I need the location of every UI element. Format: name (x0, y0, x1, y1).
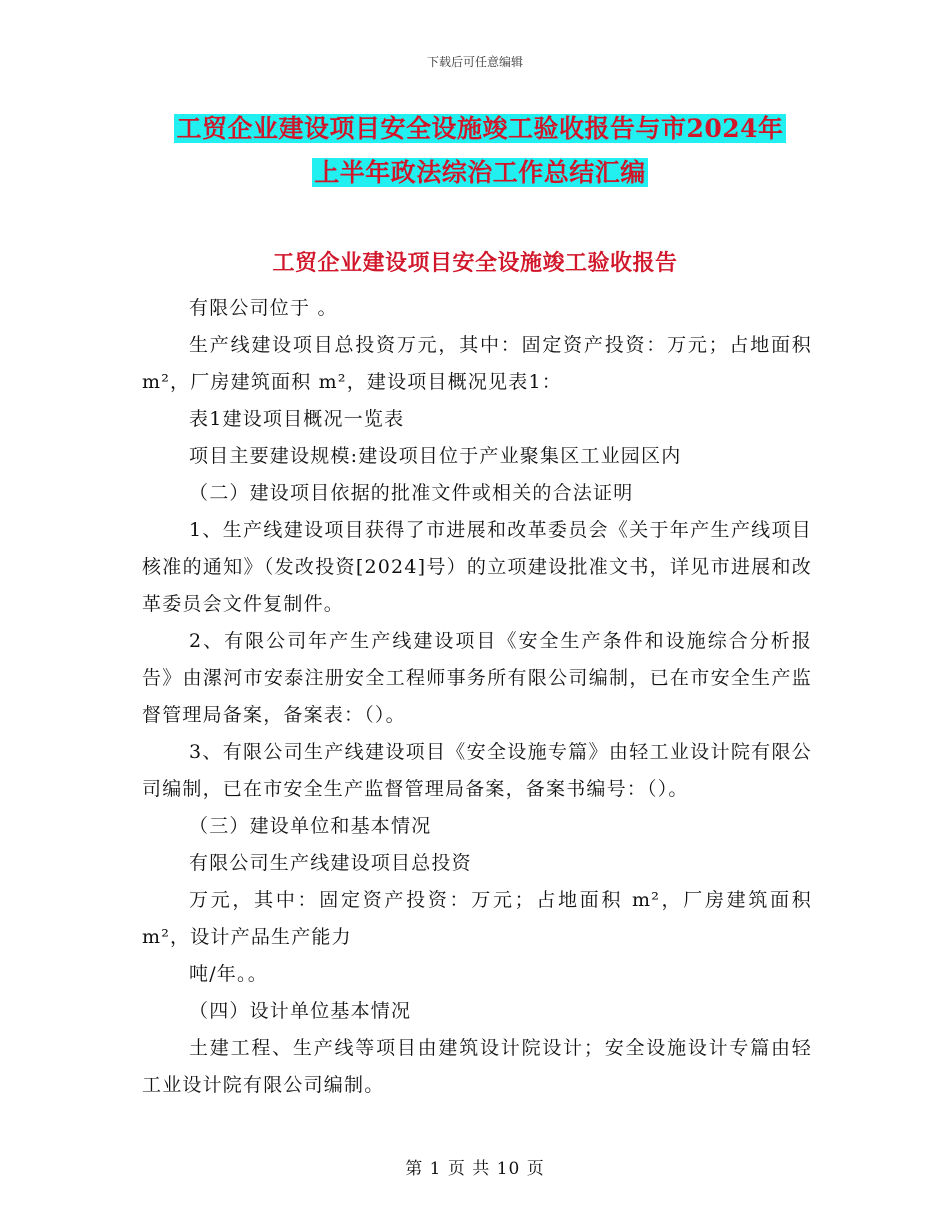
paragraph-5: （二）建设项目依据的批准文件或相关的合法证明 (189, 482, 634, 504)
paragraph-8: 3、有限公司生产线建设项目《安全设施专篇》由轻工业设计院有限公司编制，已在市安全生产监督管理局备案，备案书编号：（）。 (142, 741, 812, 800)
paragraph-7: 2、有限公司年产生产线建设项目《安全生产条件和设施综合分析报告》由漯河市安泰注册安全工程师事务所有限公司编制，已在市安全生产监督管理局备案，备案表：（）。 (142, 630, 812, 726)
paragraph-11: 万元，其中：固定资产投资：万元；占地面积 m²，厂房建筑面积m²，设计产品生产能力 (142, 889, 812, 948)
page-footer: 第 1 页 共 10 页 (405, 1159, 545, 1179)
main-title-line2-text: 上半年政法综治工作总结汇编 (314, 158, 646, 187)
paragraph-4: 项目主要建设规模:建设项目位于产业聚集区工业园区内 (189, 445, 682, 467)
main-title-line1-text: 工贸企业建设项目安全设施竣工验收报告与市2024年 (176, 114, 784, 143)
section-title: 工贸企业建设项目安全设施竣工验收报告 (272, 250, 678, 276)
paragraph-14: 土建工程、生产线等项目由建筑设计院设计；安全设施设计专篇由轻工业设计院有限公司编制。 (142, 1037, 812, 1096)
main-title-line2 (140, 156, 820, 190)
paragraph-10: 有限公司生产线建设项目总投资 (189, 852, 472, 874)
paragraph-3: 表1建设项目概况一览表 (189, 408, 405, 430)
header-note: 下载后可任意编辑 (426, 55, 523, 69)
paragraph-2: 生产线建设项目总投资万元，其中：固定资产投资：万元；占地面积 m²，厂房建筑面积 m²，建设项目概况见表1： (142, 334, 812, 393)
paragraph-1: 有限公司位于 。 (189, 297, 338, 319)
paragraph-13: （四）设计单位基本情况 (189, 1000, 412, 1022)
paragraph-9: （三）建设单位和基本情况 (189, 815, 432, 837)
paragraph-12: 吨/年。。 (189, 963, 268, 985)
paragraph-6: 1、生产线建设项目获得了市进展和改革委员会《关于年产生产线项目核准的通知》（发改投资[2024]号）的立项建设批准文书，详见市进展和改革委员会文件复制件。 (142, 519, 812, 615)
main-title-line1 (140, 112, 820, 146)
